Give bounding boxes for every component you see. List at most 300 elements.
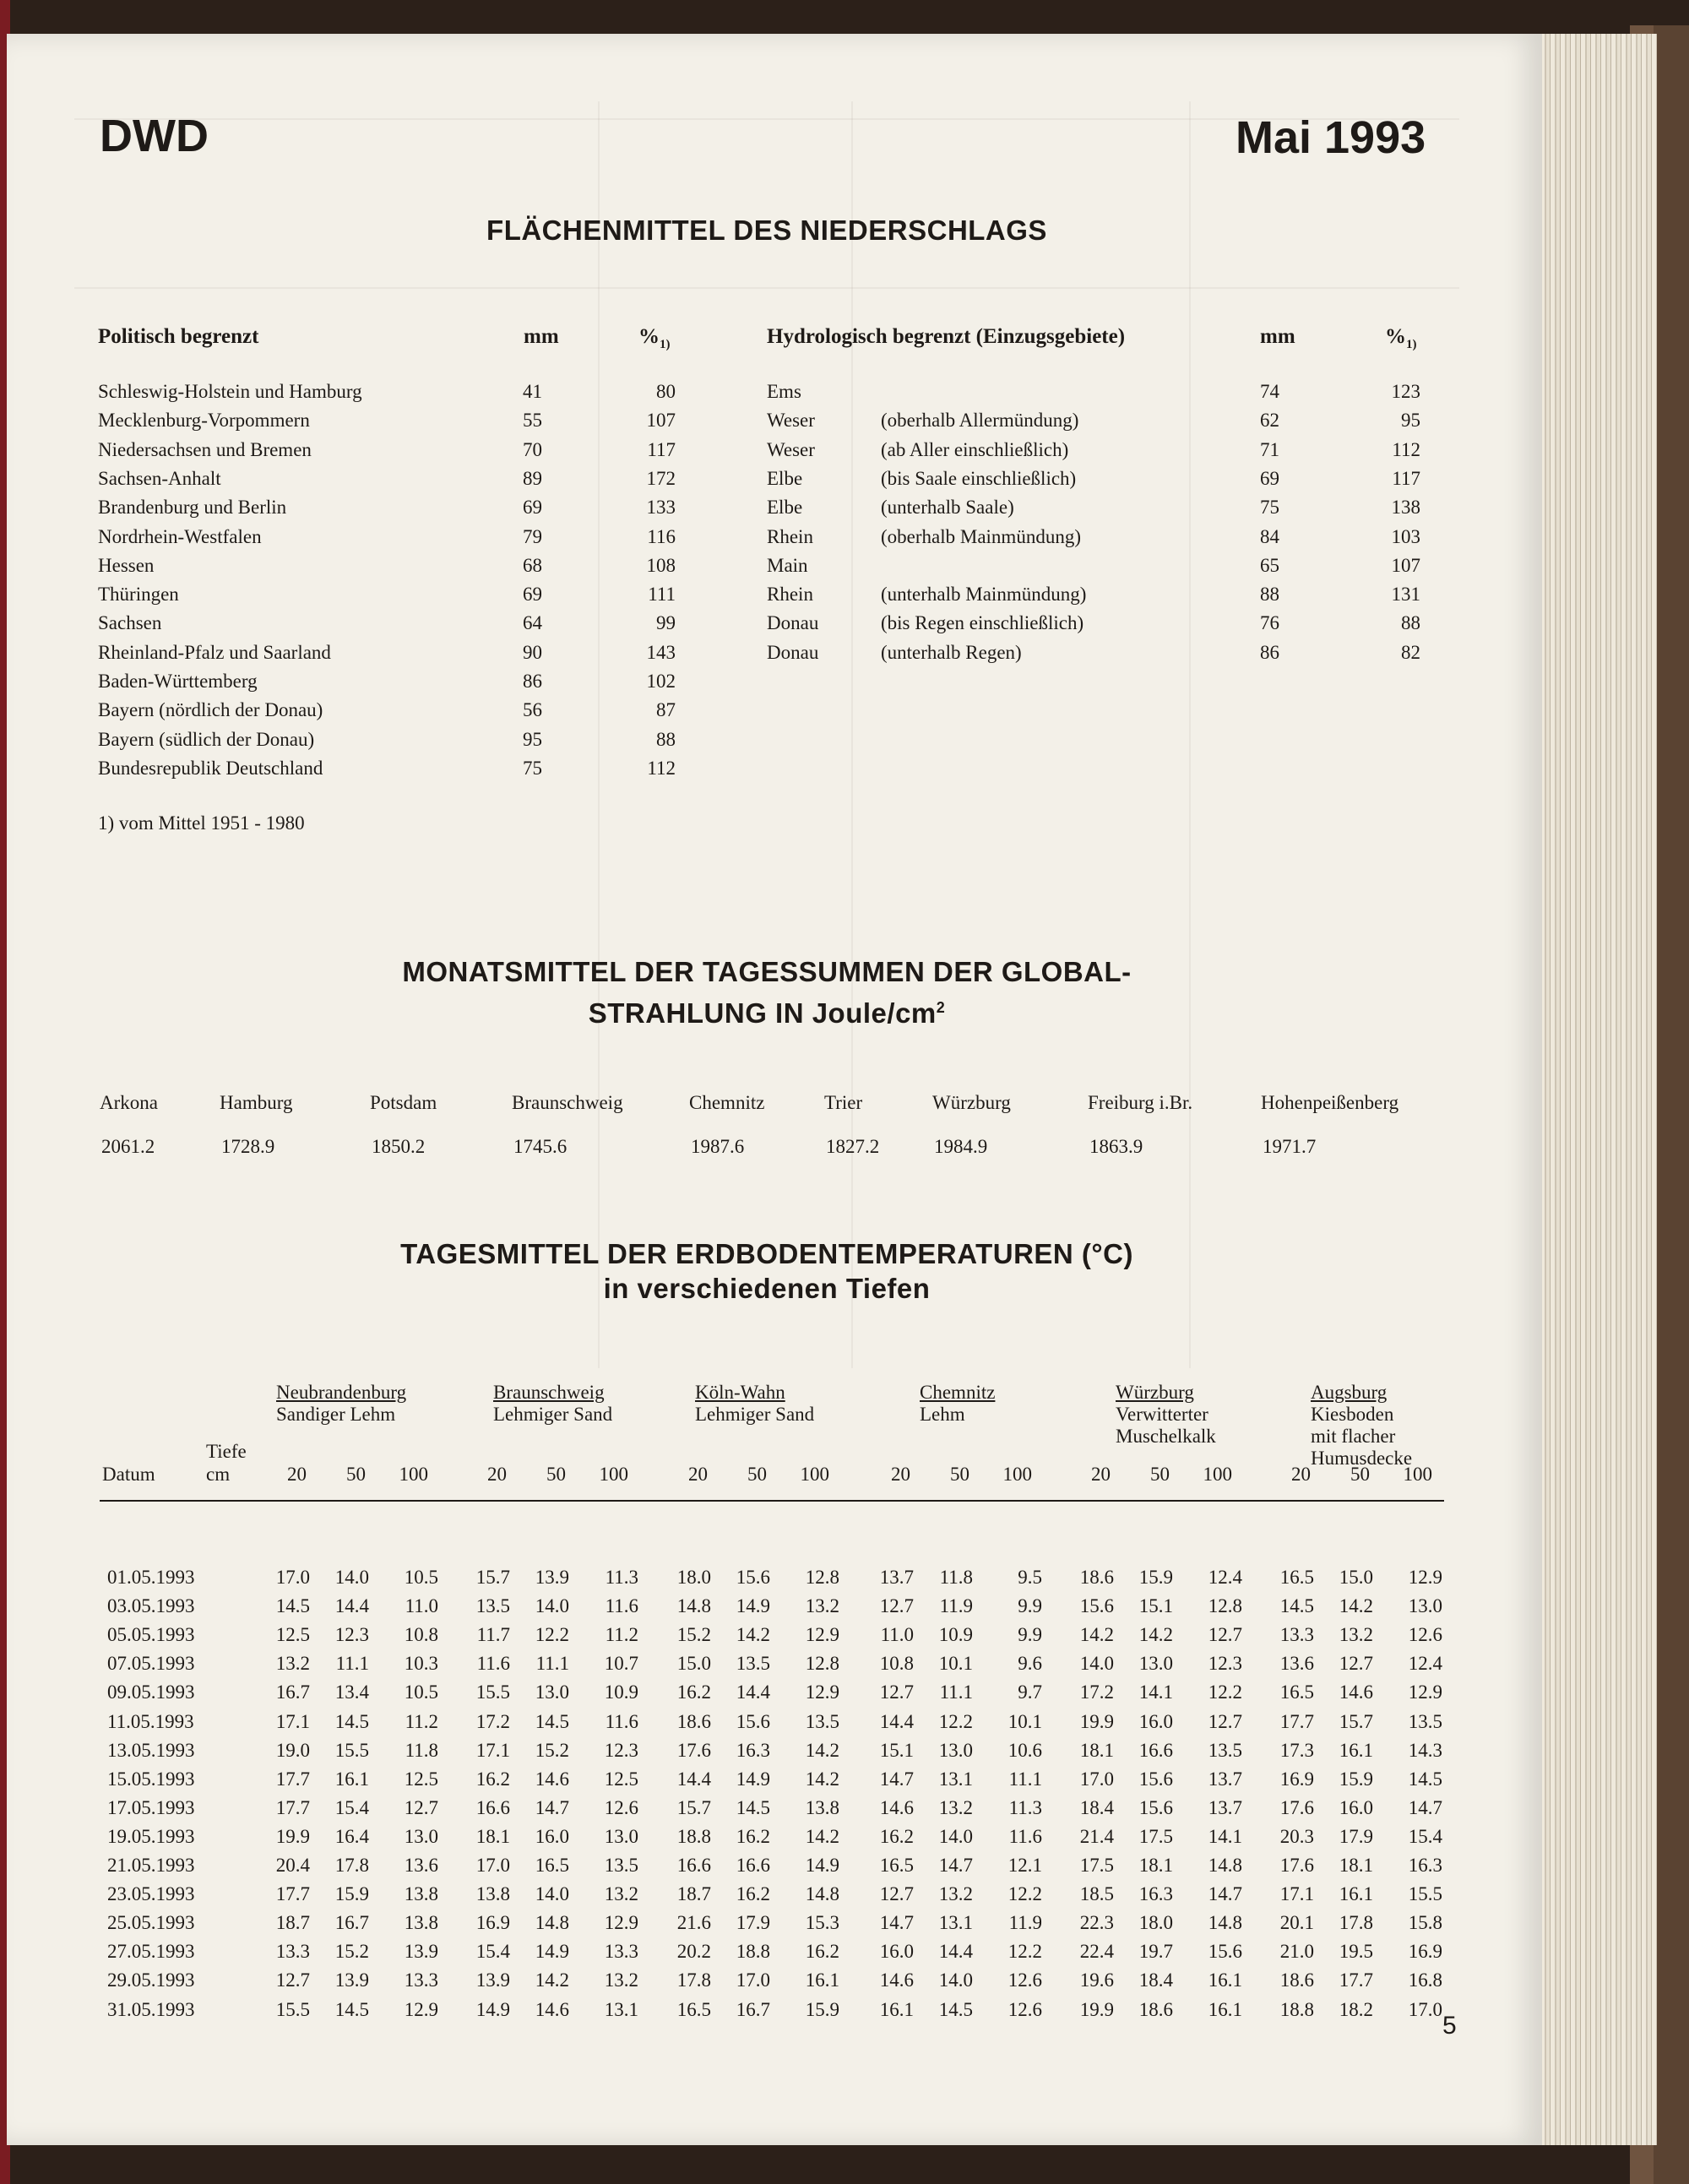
date-cell: 27.05.1993 [107,1941,195,1963]
temperature-cell: 13.1 [604,1998,638,2020]
region-mm: 56 [523,699,542,721]
col-cm: cm [206,1464,231,1485]
temperature-cell: 14.2 [805,1739,839,1761]
temperature-cell: 16.7 [736,1998,770,2020]
temperature-cell: 14.7 [1208,1883,1242,1905]
soil-type: mit flacher [1311,1426,1396,1447]
temperature-cell: 18.8 [1279,1998,1314,2020]
station-name: Chemnitz [689,1092,765,1113]
temperature-cell: 12.7 [275,1969,310,1991]
catchment-pct: 123 [1391,381,1420,402]
temperature-cell: 16.0 [1138,1710,1173,1732]
temperature-cell: 18.1 [1339,1855,1373,1876]
footnote: 1) vom Mittel 1951 - 1980 [98,812,305,834]
temperature-cell: 14.2 [1079,1624,1114,1646]
region-mm: 55 [523,410,542,432]
region-mm: 79 [523,525,542,547]
temperature-cell: 11.1 [335,1653,369,1675]
temperature-cell: 18.8 [736,1941,770,1963]
temperature-cell: 10.6 [1007,1739,1042,1761]
temperature-cell: 15.9 [334,1883,369,1905]
temperature-cell: 12.2 [1208,1681,1242,1703]
temperature-cell: 20.4 [275,1855,310,1876]
header-left: DWD [100,111,209,161]
temperature-cell: 17.7 [275,1768,310,1790]
temperature-cell: 14.5 [938,1998,973,2020]
region-name: Thüringen [98,584,179,606]
temperature-cell: 18.0 [676,1567,711,1588]
temperature-cell: 14.8 [535,1912,569,1934]
temperature-cell: 14.0 [938,1969,973,1991]
temperature-cell: 14.6 [879,1796,914,1818]
catchment-pct: 88 [1401,612,1420,634]
temperature-cell: 12.9 [1408,1681,1442,1703]
temperature-cell: 14.9 [535,1941,569,1963]
temperature-cell: 13.2 [805,1595,839,1617]
date-cell: 31.05.1993 [107,1998,195,2020]
temperature-cell: 16.9 [1279,1768,1314,1790]
temperature-cell: 14.2 [535,1969,569,1991]
temperature-cell: 9.7 [1018,1681,1042,1703]
temperature-cell: 16.6 [736,1855,770,1876]
region-name: Brandenburg und Berlin [98,497,287,519]
river-section: (unterhalb Mainmündung) [881,584,1087,606]
show-through-line [1189,101,1191,1368]
date-cell: 19.05.1993 [107,1825,195,1847]
temperature-cell: 18.6 [1279,1969,1314,1991]
temperature-cell: 16.0 [879,1941,914,1963]
region-mm: 90 [523,641,542,663]
date-cell: 17.05.1993 [107,1796,195,1818]
temperature-cell: 14.0 [535,1883,569,1905]
temperature-cell: 13.6 [1279,1653,1314,1675]
temperature-cell: 14.1 [1208,1825,1242,1847]
temperature-cell: 12.7 [879,1883,914,1905]
temperature-cell: 14.5 [1279,1595,1314,1617]
temperature-cell: 11.1 [535,1653,569,1675]
temperature-cell: 12.6 [1007,1969,1042,1991]
temperature-cell: 12.6 [1007,1998,1042,2020]
temperature-cell: 15.0 [1339,1567,1373,1588]
depth-label: 100 [1002,1464,1032,1485]
temperature-cell: 17.5 [1138,1825,1173,1847]
river-name: Elbe [767,497,803,519]
temperature-cell: 14.3 [1408,1739,1442,1761]
soil-station-name: Augsburg [1311,1382,1388,1403]
temperature-cell: 14.2 [805,1825,839,1847]
temperature-cell: 14.9 [475,1998,510,2020]
temperature-cell: 18.7 [275,1912,310,1934]
temperature-cell: 16.1 [1339,1739,1373,1761]
temperature-cell: 12.2 [1007,1883,1042,1905]
temperature-cell: 17.8 [676,1969,711,1991]
temperature-cell: 19.9 [1079,1998,1114,2020]
hydro-col-mm: mm [1260,325,1295,348]
catchment-mm: 62 [1260,410,1279,432]
station-value: 1850.2 [372,1136,426,1157]
catchment-mm: 84 [1260,525,1279,547]
temperature-cell: 10.9 [604,1681,638,1703]
temperature-cell: 16.5 [1279,1681,1314,1703]
temperature-cell: 15.9 [805,1998,839,2020]
temperature-cell: 17.8 [1339,1912,1373,1934]
temperature-cell: 10.5 [404,1681,438,1703]
temperature-cell: 15.7 [1339,1710,1373,1732]
temperature-cell: 14.5 [1408,1768,1442,1790]
soil-type: Kiesboden [1311,1404,1394,1425]
soil-type: Lehmiger Sand [695,1404,815,1425]
station-value: 1745.6 [513,1136,568,1157]
depth-label: 50 [747,1464,767,1485]
temperature-cell: 16.7 [334,1912,369,1934]
region-pct: 99 [656,612,676,634]
temperature-cell: 17.7 [275,1796,310,1818]
temperature-cell: 14.0 [1079,1653,1114,1675]
depth-label: 100 [800,1464,829,1485]
station-name: Trier [824,1092,863,1113]
station-name: Hamburg [220,1092,293,1113]
temperature-cell: 11.7 [476,1624,510,1646]
region-name: Bundesrepublik Deutschland [98,757,323,779]
temperature-cell: 15.6 [1079,1595,1114,1617]
station-name: Würzburg [932,1092,1011,1113]
temperature-cell: 14.5 [334,1710,369,1732]
station-value: 1827.2 [826,1136,880,1157]
temperature-cell: 12.2 [535,1624,569,1646]
temperature-cell: 11.8 [405,1739,438,1761]
temperature-cell: 18.5 [1079,1883,1114,1905]
temperature-cell: 14.4 [879,1710,914,1732]
temperature-cell: 12.1 [1007,1855,1042,1876]
temperature-cell: 11.3 [605,1567,638,1588]
temperature-cell: 14.4 [676,1768,711,1790]
temperature-cell: 18.4 [1138,1969,1173,1991]
temperature-cell: 14.2 [1339,1595,1373,1617]
temperature-cell: 18.4 [1079,1796,1114,1818]
temperature-cell: 11.1 [939,1681,973,1703]
date-cell: 07.05.1993 [107,1653,195,1675]
station-name: Braunschweig [512,1092,623,1113]
region-name: Baden-Württemberg [98,671,258,692]
temperature-cell: 12.8 [805,1567,839,1588]
region-mm: 41 [523,381,542,402]
station-value: 1984.9 [934,1136,988,1157]
temperature-cell: 14.5 [275,1595,310,1617]
date-cell: 13.05.1993 [107,1739,195,1761]
col-datum: Datum [102,1464,155,1485]
temperature-cell: 17.2 [475,1710,510,1732]
pct-label: % [1385,325,1406,348]
table-rule [100,1500,1444,1502]
temperature-cell: 16.7 [275,1681,310,1703]
temperature-cell: 17.6 [676,1739,711,1761]
region-name: Niedersachsen und Bremen [98,438,312,460]
temperature-cell: 13.5 [805,1710,839,1732]
depth-label: 50 [1350,1464,1370,1485]
temperature-cell: 16.3 [1408,1855,1442,1876]
temperature-cell: 14.2 [1138,1624,1173,1646]
region-name: Bayern (nördlich der Donau) [98,699,323,721]
river-section: (unterhalb Regen) [881,641,1022,663]
river-section: (bis Saale einschließlich) [881,467,1077,489]
soil-station-name: Köln-Wahn [695,1382,785,1403]
niederschlag-title: FLÄCHENMITTEL DES NIEDERSCHLAGS [486,215,1047,246]
temperature-cell: 14.2 [736,1624,770,1646]
station-value: 1863.9 [1089,1136,1143,1157]
temperature-cell: 15.1 [1138,1595,1173,1617]
temperature-cell: 16.9 [475,1912,510,1934]
temperature-cell: 15.6 [736,1710,770,1732]
temperature-cell: 10.9 [938,1624,973,1646]
temperature-cell: 18.2 [1339,1998,1373,2020]
pct-footnote-ref: 1) [660,338,671,351]
temperature-cell: 18.1 [1138,1855,1173,1876]
pct-label: % [638,325,660,348]
depth-label: 100 [1403,1464,1432,1485]
region-name: Rheinland-Pfalz und Saarland [98,641,331,663]
temperature-cell: 12.9 [404,1998,438,2020]
temperature-cell: 13.0 [404,1825,438,1847]
region-name: Bayern (südlich der Donau) [98,728,315,750]
temperature-cell: 17.9 [736,1912,770,1934]
temperature-cell: 15.5 [334,1739,369,1761]
temperature-cell: 13.2 [275,1653,310,1675]
temperature-cell: 16.2 [736,1825,770,1847]
temperature-cell: 12.7 [1339,1653,1373,1675]
temperature-cell: 15.9 [1138,1567,1173,1588]
soil-type: Muschelkalk [1116,1426,1216,1447]
temperature-cell: 15.6 [1138,1796,1173,1818]
region-mm: 69 [523,497,542,519]
temperature-cell: 9.9 [1018,1624,1042,1646]
erdboden-title-line1: TAGESMITTEL DER ERDBODENTEMPERATUREN (°C) [400,1238,1133,1269]
temperature-cell: 17.0 [1079,1768,1114,1790]
temperature-cell: 12.4 [1408,1653,1442,1675]
temperature-cell: 14.0 [535,1595,569,1617]
show-through-line [74,287,1459,289]
temperature-cell: 15.6 [1208,1941,1242,1963]
temperature-cell: 12.8 [805,1653,839,1675]
temperature-cell: 9.9 [1018,1595,1042,1617]
catchment-mm: 65 [1260,554,1279,576]
temperature-cell: 16.5 [879,1855,914,1876]
river-section: (oberhalb Mainmündung) [881,525,1081,547]
date-cell: 03.05.1993 [107,1595,195,1617]
temperature-cell: 17.6 [1279,1855,1314,1876]
temperature-cell: 14.8 [1208,1912,1242,1934]
soil-station-name: Braunschweig [493,1382,605,1403]
river-name: Weser [767,438,815,460]
temperature-cell: 14.9 [805,1855,839,1876]
temperature-cell: 13.0 [938,1739,973,1761]
temperature-cell: 12.9 [1408,1567,1442,1588]
temperature-cell: 13.3 [275,1941,310,1963]
temperature-cell: 11.2 [605,1624,638,1646]
temperature-cell: 14.5 [535,1710,569,1732]
region-name: Sachsen [98,612,162,634]
soil-station-name: Würzburg [1116,1382,1194,1403]
temperature-cell: 16.1 [805,1969,839,1991]
temperature-cell: 13.2 [938,1796,973,1818]
temperature-cell: 14.6 [535,1768,569,1790]
temperature-cell: 12.3 [334,1624,369,1646]
depth-label: 20 [1091,1464,1111,1485]
temperature-cell: 12.2 [1007,1941,1042,1963]
temperature-cell: 19.6 [1079,1969,1114,1991]
temperature-cell: 13.7 [1208,1796,1242,1818]
temperature-cell: 18.6 [1079,1567,1114,1588]
temperature-cell: 17.0 [736,1969,770,1991]
temperature-cell: 13.9 [334,1969,369,1991]
temperature-cell: 17.0 [475,1855,510,1876]
temperature-cell: 11.0 [405,1595,438,1617]
temperature-cell: 16.1 [1208,1969,1242,1991]
temperature-cell: 13.5 [1408,1710,1442,1732]
temperature-cell: 17.7 [275,1883,310,1905]
strahlung-title-sup: 2 [936,999,946,1016]
temperature-cell: 13.8 [805,1796,839,1818]
temperature-cell: 16.1 [879,1998,914,2020]
depth-label: 100 [1203,1464,1232,1485]
region-pct: 87 [656,699,676,721]
soil-type: Lehm [920,1404,965,1425]
temperature-cell: 15.5 [1408,1883,1442,1905]
temperature-cell: 13.5 [1208,1739,1242,1761]
date-cell: 09.05.1993 [107,1681,195,1703]
catchment-mm: 74 [1260,381,1279,402]
catchment-mm: 88 [1260,584,1279,606]
temperature-cell: 15.6 [736,1567,770,1588]
catchment-mm: 71 [1260,438,1279,460]
soil-type: Lehmiger Sand [493,1404,613,1425]
river-name: Main [767,554,808,576]
temperature-cell: 14.6 [1339,1681,1373,1703]
region-mm: 69 [523,584,542,606]
temperature-cell: 12.7 [879,1681,914,1703]
temperature-cell: 17.1 [475,1739,510,1761]
temperature-cell: 16.5 [676,1998,711,2020]
region-mm: 95 [523,728,542,750]
temperature-cell: 18.0 [1138,1912,1173,1934]
catchment-mm: 76 [1260,612,1279,634]
station-name: Arkona [100,1092,158,1113]
temperature-cell: 15.8 [1408,1912,1442,1934]
temperature-cell: 12.7 [1208,1710,1242,1732]
temperature-cell: 14.1 [1138,1681,1173,1703]
river-section: (ab Aller einschließlich) [881,438,1069,460]
temperature-cell: 14.6 [879,1969,914,1991]
temperature-cell: 11.0 [880,1624,914,1646]
region-mm: 70 [523,438,542,460]
temperature-cell: 11.8 [939,1567,973,1588]
temperature-cell: 14.4 [334,1595,369,1617]
date-cell: 29.05.1993 [107,1969,195,1991]
temperature-cell: 18.1 [475,1825,510,1847]
region-pct: 112 [647,757,676,779]
temperature-cell: 16.2 [676,1681,711,1703]
temperature-cell: 13.2 [604,1969,638,1991]
temperature-cell: 22.4 [1079,1941,1114,1963]
temperature-cell: 16.6 [1138,1739,1173,1761]
temperature-cell: 11.2 [405,1710,438,1732]
hydro-col-pct [1385,325,1417,352]
temperature-cell: 17.5 [1079,1855,1114,1876]
temperature-cell: 12.5 [275,1624,310,1646]
catchment-pct: 82 [1401,641,1420,663]
depth-label: 50 [950,1464,969,1485]
river-name: Rhein [767,584,813,606]
temperature-cell: 9.6 [1018,1653,1042,1675]
date-cell: 25.05.1993 [107,1912,195,1934]
region-pct: 111 [648,584,676,606]
temperature-cell: 9.5 [1018,1567,1042,1588]
station-value: 1987.6 [691,1136,745,1157]
temperature-cell: 16.1 [1208,1998,1242,2020]
col-tiefe: Tiefe [206,1441,247,1462]
temperature-cell: 14.8 [805,1883,839,1905]
region-pct: 102 [646,671,676,692]
temperature-cell: 11.6 [1008,1825,1042,1847]
river-section: (unterhalb Saale) [881,497,1014,519]
catchment-mm: 86 [1260,641,1279,663]
temperature-cell: 13.8 [475,1883,510,1905]
temperature-cell: 13.4 [334,1681,369,1703]
temperature-cell: 18.6 [1138,1998,1173,2020]
temperature-cell: 15.7 [475,1567,510,1588]
document-page [7,34,1542,2145]
station-name: Potsdam [370,1092,437,1113]
temperature-cell: 16.0 [1339,1796,1373,1818]
temperature-cell: 13.0 [1408,1595,1442,1617]
temperature-cell: 14.7 [879,1912,914,1934]
temperature-cell: 11.3 [1008,1796,1042,1818]
temperature-cell: 19.7 [1138,1941,1173,1963]
river-name: Weser [767,410,815,432]
temperature-cell: 13.3 [1279,1624,1314,1646]
region-pct: 143 [646,641,676,663]
catchment-pct: 138 [1391,497,1420,519]
region-mm: 68 [523,554,542,576]
temperature-cell: 13.1 [938,1768,973,1790]
temperature-cell: 13.5 [604,1855,638,1876]
temperature-cell: 21.4 [1079,1825,1114,1847]
temperature-cell: 18.7 [676,1883,711,1905]
temperature-cell: 12.7 [404,1796,438,1818]
temperature-cell: 11.6 [476,1653,510,1675]
temperature-cell: 12.8 [1208,1595,1242,1617]
temperature-cell: 16.2 [475,1768,510,1790]
depth-label: 50 [546,1464,566,1485]
temperature-cell: 12.3 [1208,1653,1242,1675]
catchment-pct: 103 [1391,525,1420,547]
temperature-cell: 16.4 [334,1825,369,1847]
temperature-cell: 12.7 [879,1595,914,1617]
soil-type: Sandiger Lehm [276,1404,396,1425]
temperature-cell: 14.4 [938,1941,973,1963]
soil-station-name: Neubrandenburg [276,1382,407,1403]
temperature-cell: 20.2 [676,1941,711,1963]
river-name: Donau [767,612,819,634]
date-cell: 05.05.1993 [107,1624,195,1646]
temperature-cell: 13.0 [1138,1653,1173,1675]
region-pct: 116 [647,525,676,547]
depth-label: 100 [399,1464,428,1485]
depth-label: 100 [599,1464,628,1485]
depth-label: 20 [688,1464,708,1485]
depth-label: 20 [287,1464,307,1485]
region-pct: 133 [646,497,676,519]
temperature-cell: 16.0 [535,1825,569,1847]
